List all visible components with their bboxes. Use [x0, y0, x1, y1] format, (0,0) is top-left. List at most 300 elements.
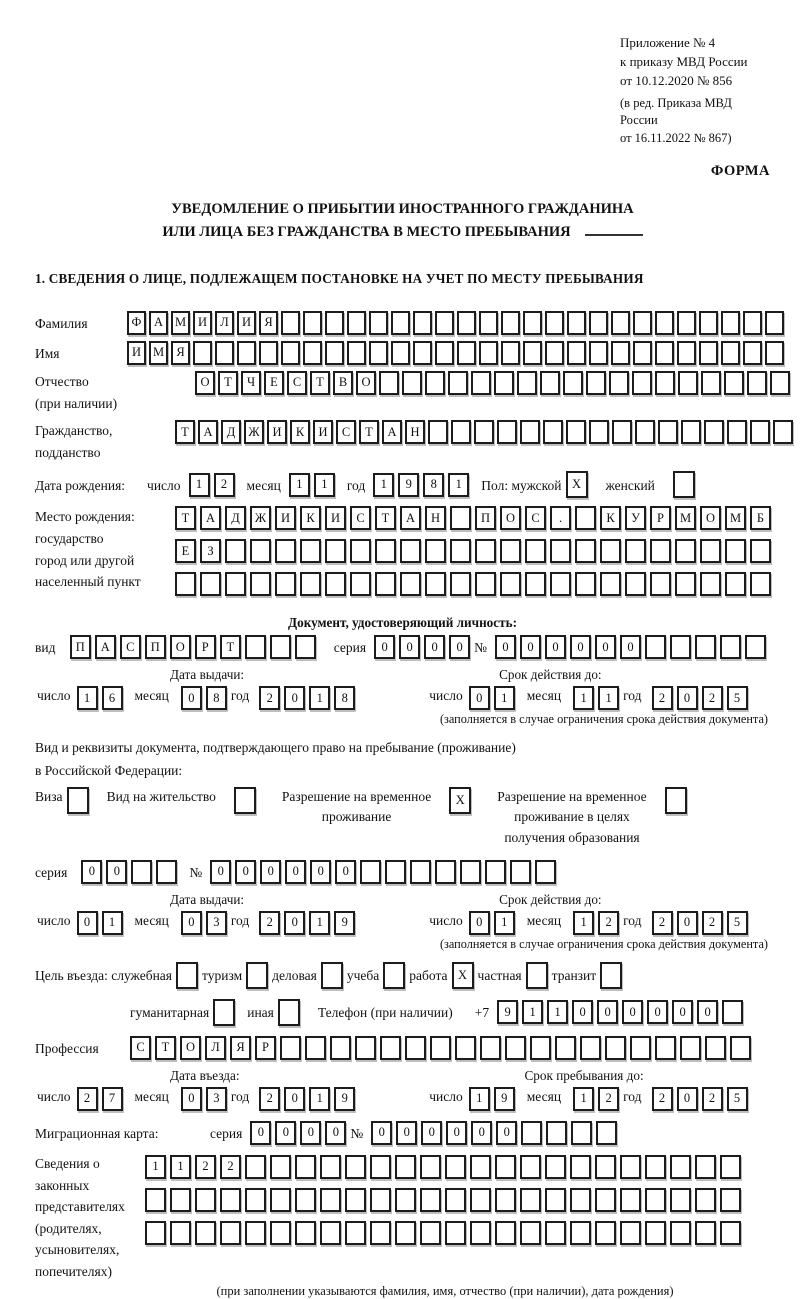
char-box[interactable]	[517, 371, 537, 395]
char-box[interactable]	[635, 420, 655, 444]
char-box[interactable]	[450, 506, 471, 530]
char-box[interactable]: 0	[284, 686, 305, 710]
char-box[interactable]	[720, 1221, 741, 1245]
char-box[interactable]: И	[193, 311, 212, 335]
char-box[interactable]	[567, 311, 586, 335]
char-box[interactable]: С	[120, 635, 141, 659]
char-box[interactable]	[699, 341, 718, 365]
char-box[interactable]: 1	[373, 473, 394, 497]
char-box[interactable]	[650, 539, 671, 563]
char-box[interactable]: Я	[171, 341, 190, 365]
char-box[interactable]: 0	[647, 1000, 668, 1024]
char-box[interactable]	[695, 1155, 716, 1179]
char-box[interactable]: Н	[425, 506, 446, 530]
char-box[interactable]: 2	[195, 1155, 216, 1179]
char-box[interactable]: 2	[652, 686, 673, 710]
char-box[interactable]	[520, 420, 540, 444]
char-box[interactable]	[566, 420, 586, 444]
char-box[interactable]: 0	[496, 1121, 517, 1145]
char-box[interactable]	[428, 420, 448, 444]
char-box[interactable]	[470, 1221, 491, 1245]
char-box[interactable]	[567, 341, 586, 365]
entry-month-input[interactable]	[181, 1087, 231, 1111]
char-box[interactable]	[425, 371, 445, 395]
char-box[interactable]	[704, 420, 724, 444]
char-box[interactable]: Д	[225, 506, 246, 530]
res-valid-month-input[interactable]	[573, 911, 623, 935]
surname-input[interactable]	[127, 311, 787, 335]
char-box[interactable]	[765, 341, 784, 365]
birthplace-input-line2[interactable]	[175, 539, 775, 563]
char-box[interactable]	[655, 341, 674, 365]
char-box[interactable]	[545, 1221, 566, 1245]
char-box[interactable]: 1	[314, 473, 335, 497]
char-box[interactable]: 0	[677, 1087, 698, 1111]
char-box[interactable]	[395, 1155, 416, 1179]
char-box[interactable]: Т	[359, 420, 379, 444]
sex-female-checkbox[interactable]	[673, 471, 695, 498]
char-box[interactable]: 0	[677, 911, 698, 935]
char-box[interactable]	[605, 1036, 626, 1060]
char-box[interactable]: 1	[145, 1155, 166, 1179]
purpose-business-checkbox[interactable]	[321, 962, 343, 989]
char-box[interactable]: О	[195, 371, 215, 395]
char-box[interactable]	[347, 341, 366, 365]
char-box[interactable]	[545, 341, 564, 365]
char-box[interactable]: 0	[672, 1000, 693, 1024]
char-box[interactable]	[370, 1221, 391, 1245]
char-box[interactable]	[425, 539, 446, 563]
res-valid-year-input[interactable]	[652, 911, 752, 935]
char-box[interactable]: Я	[230, 1036, 251, 1060]
char-box[interactable]: И	[127, 341, 146, 365]
visa-checkbox[interactable]	[67, 787, 89, 814]
char-box[interactable]	[645, 1188, 666, 1212]
char-box[interactable]	[705, 1036, 726, 1060]
char-box[interactable]: Т	[220, 635, 241, 659]
purpose-study-checkbox[interactable]	[383, 962, 405, 989]
char-box[interactable]	[225, 539, 246, 563]
char-box[interactable]	[347, 311, 366, 335]
char-box[interactable]	[450, 572, 471, 596]
char-box[interactable]	[320, 1221, 341, 1245]
char-box[interactable]	[497, 420, 517, 444]
char-box[interactable]: О	[500, 506, 521, 530]
birth-day-input[interactable]	[189, 473, 239, 497]
char-box[interactable]	[220, 1188, 241, 1212]
char-box[interactable]	[270, 1155, 291, 1179]
entry-year-input[interactable]	[259, 1087, 359, 1111]
char-box[interactable]	[620, 1188, 641, 1212]
char-box[interactable]: П	[145, 635, 166, 659]
char-box[interactable]	[430, 1036, 451, 1060]
char-box[interactable]	[259, 341, 278, 365]
char-box[interactable]: Е	[175, 539, 196, 563]
res-issue-year-input[interactable]	[259, 911, 359, 935]
char-box[interactable]	[330, 1036, 351, 1060]
char-box[interactable]: К	[300, 506, 321, 530]
char-box[interactable]	[611, 341, 630, 365]
char-box[interactable]	[650, 572, 671, 596]
char-box[interactable]	[681, 420, 701, 444]
mig-number-input[interactable]	[371, 1121, 621, 1145]
name-input[interactable]	[127, 341, 787, 365]
res-series-input[interactable]	[81, 860, 181, 884]
char-box[interactable]: 0	[181, 686, 202, 710]
char-box[interactable]	[375, 539, 396, 563]
char-box[interactable]: 2	[259, 1087, 280, 1111]
char-box[interactable]	[295, 1188, 316, 1212]
char-box[interactable]	[475, 539, 496, 563]
char-box[interactable]: 1	[522, 1000, 543, 1024]
char-box[interactable]	[501, 341, 520, 365]
char-box[interactable]	[743, 311, 762, 335]
char-box[interactable]: 0	[421, 1121, 442, 1145]
char-box[interactable]	[281, 311, 300, 335]
char-box[interactable]: А	[149, 311, 168, 335]
char-box[interactable]	[245, 635, 266, 659]
char-box[interactable]: 0	[570, 635, 591, 659]
char-box[interactable]	[280, 1036, 301, 1060]
char-box[interactable]: 0	[260, 860, 281, 884]
char-box[interactable]	[303, 341, 322, 365]
char-box[interactable]	[275, 572, 296, 596]
char-box[interactable]	[695, 1188, 716, 1212]
char-box[interactable]	[765, 311, 784, 335]
char-box[interactable]: 0	[210, 860, 231, 884]
char-box[interactable]	[675, 539, 696, 563]
char-box[interactable]	[451, 420, 471, 444]
char-box[interactable]	[727, 420, 747, 444]
char-box[interactable]: С	[130, 1036, 151, 1060]
char-box[interactable]: 1	[494, 911, 515, 935]
char-box[interactable]: П	[70, 635, 91, 659]
char-box[interactable]: Р	[195, 635, 216, 659]
char-box[interactable]: У	[625, 506, 646, 530]
char-box[interactable]	[445, 1221, 466, 1245]
char-box[interactable]: Д	[221, 420, 241, 444]
char-box[interactable]: 2	[702, 1087, 723, 1111]
res-issue-day-input[interactable]	[77, 911, 127, 935]
char-box[interactable]: 1	[189, 473, 210, 497]
char-box[interactable]: 1	[573, 686, 594, 710]
stay-month-input[interactable]	[573, 1087, 623, 1111]
char-box[interactable]: 0	[677, 686, 698, 710]
patronymic-input[interactable]	[195, 371, 793, 395]
char-box[interactable]: Б	[750, 506, 771, 530]
char-box[interactable]: 1	[573, 1087, 594, 1111]
char-box[interactable]: 1	[309, 686, 330, 710]
char-box[interactable]: 1	[289, 473, 310, 497]
char-box[interactable]	[175, 572, 196, 596]
char-box[interactable]: 2	[702, 686, 723, 710]
char-box[interactable]	[445, 1155, 466, 1179]
char-box[interactable]	[722, 1000, 743, 1024]
char-box[interactable]	[170, 1221, 191, 1245]
char-box[interactable]	[725, 572, 746, 596]
char-box[interactable]	[670, 635, 691, 659]
char-box[interactable]	[645, 1155, 666, 1179]
char-box[interactable]: Р	[650, 506, 671, 530]
char-box[interactable]: 0	[396, 1121, 417, 1145]
char-box[interactable]: 2	[77, 1087, 98, 1111]
char-box[interactable]	[658, 420, 678, 444]
char-box[interactable]: П	[475, 506, 496, 530]
profession-input[interactable]	[130, 1036, 755, 1060]
char-box[interactable]	[245, 1155, 266, 1179]
char-box[interactable]	[589, 420, 609, 444]
char-box[interactable]: .	[550, 506, 571, 530]
char-box[interactable]: 2	[214, 473, 235, 497]
char-box[interactable]	[425, 572, 446, 596]
char-box[interactable]	[145, 1188, 166, 1212]
char-box[interactable]	[620, 1155, 641, 1179]
char-box[interactable]	[632, 371, 652, 395]
temp-residence-edu-checkbox[interactable]	[665, 787, 687, 814]
char-box[interactable]	[655, 371, 675, 395]
purpose-humanitarian-checkbox[interactable]	[213, 999, 235, 1026]
char-box[interactable]	[501, 311, 520, 335]
char-box[interactable]: 0	[275, 1121, 296, 1145]
char-box[interactable]: 0	[620, 635, 641, 659]
char-box[interactable]	[500, 539, 521, 563]
char-box[interactable]	[479, 341, 498, 365]
char-box[interactable]	[395, 1221, 416, 1245]
char-box[interactable]	[215, 341, 234, 365]
char-box[interactable]: 7	[102, 1087, 123, 1111]
char-box[interactable]: 0	[495, 635, 516, 659]
char-box[interactable]	[721, 311, 740, 335]
char-box[interactable]: К	[290, 420, 310, 444]
char-box[interactable]	[391, 341, 410, 365]
char-box[interactable]	[545, 1188, 566, 1212]
doc-valid-day-input[interactable]	[469, 686, 519, 710]
char-box[interactable]: 0	[374, 635, 395, 659]
char-box[interactable]	[494, 371, 514, 395]
char-box[interactable]: О	[170, 635, 191, 659]
char-box[interactable]	[435, 311, 454, 335]
char-box[interactable]: О	[700, 506, 721, 530]
char-box[interactable]	[700, 572, 721, 596]
char-box[interactable]	[745, 635, 766, 659]
char-box[interactable]	[670, 1155, 691, 1179]
char-box[interactable]	[370, 1155, 391, 1179]
char-box[interactable]	[695, 635, 716, 659]
doc-issue-day-input[interactable]	[77, 686, 127, 710]
char-box[interactable]	[470, 1155, 491, 1179]
char-box[interactable]: И	[313, 420, 333, 444]
char-box[interactable]	[677, 311, 696, 335]
char-box[interactable]	[730, 1036, 751, 1060]
char-box[interactable]	[345, 1188, 366, 1212]
char-box[interactable]	[380, 1036, 401, 1060]
char-box[interactable]: 2	[652, 911, 673, 935]
char-box[interactable]	[750, 539, 771, 563]
char-box[interactable]: 9	[494, 1087, 515, 1111]
char-box[interactable]: 0	[449, 635, 470, 659]
char-box[interactable]: 1	[494, 686, 515, 710]
char-box[interactable]	[510, 860, 531, 884]
char-box[interactable]	[521, 1121, 542, 1145]
char-box[interactable]	[200, 572, 221, 596]
char-box[interactable]	[457, 311, 476, 335]
char-box[interactable]	[455, 1036, 476, 1060]
char-box[interactable]: 3	[206, 1087, 227, 1111]
char-box[interactable]	[360, 860, 381, 884]
char-box[interactable]: 1	[309, 1087, 330, 1111]
char-box[interactable]: 0	[572, 1000, 593, 1024]
char-box[interactable]: С	[350, 506, 371, 530]
char-box[interactable]	[645, 1221, 666, 1245]
char-box[interactable]	[402, 371, 422, 395]
char-box[interactable]: 9	[334, 911, 355, 935]
char-box[interactable]	[570, 1221, 591, 1245]
char-box[interactable]	[773, 420, 793, 444]
char-box[interactable]	[655, 311, 674, 335]
temp-residence-checkbox[interactable]: X	[449, 787, 471, 814]
char-box[interactable]	[270, 1188, 291, 1212]
char-box[interactable]	[677, 341, 696, 365]
char-box[interactable]: 0	[469, 911, 490, 935]
char-box[interactable]: А	[382, 420, 402, 444]
char-box[interactable]	[570, 1188, 591, 1212]
char-box[interactable]	[195, 1221, 216, 1245]
char-box[interactable]	[413, 341, 432, 365]
doc-series-input[interactable]	[374, 635, 474, 659]
char-box[interactable]: 0	[399, 635, 420, 659]
char-box[interactable]	[495, 1221, 516, 1245]
purpose-work-checkbox[interactable]: X	[452, 962, 474, 989]
char-box[interactable]	[420, 1221, 441, 1245]
char-box[interactable]	[420, 1155, 441, 1179]
char-box[interactable]	[448, 371, 468, 395]
char-box[interactable]: 1	[102, 911, 123, 935]
char-box[interactable]: Л	[215, 311, 234, 335]
char-box[interactable]	[156, 860, 177, 884]
char-box[interactable]: М	[675, 506, 696, 530]
birthplace-input-line1[interactable]	[175, 506, 775, 530]
char-box[interactable]: 1	[598, 686, 619, 710]
char-box[interactable]: 1	[77, 686, 98, 710]
char-box[interactable]: 9	[398, 473, 419, 497]
char-box[interactable]	[225, 572, 246, 596]
char-box[interactable]: А	[95, 635, 116, 659]
char-box[interactable]: Ч	[241, 371, 261, 395]
char-box[interactable]: 0	[106, 860, 127, 884]
char-box[interactable]	[770, 371, 790, 395]
char-box[interactable]	[699, 311, 718, 335]
char-box[interactable]: Е	[264, 371, 284, 395]
char-box[interactable]	[410, 860, 431, 884]
char-box[interactable]	[747, 371, 767, 395]
char-box[interactable]	[545, 311, 564, 335]
char-box[interactable]	[385, 860, 406, 884]
char-box[interactable]: 8	[334, 686, 355, 710]
char-box[interactable]	[571, 1121, 592, 1145]
char-box[interactable]	[395, 1188, 416, 1212]
birthplace-input-line3[interactable]	[175, 572, 775, 596]
char-box[interactable]: 0	[325, 1121, 346, 1145]
char-box[interactable]: Н	[405, 420, 425, 444]
char-box[interactable]	[193, 341, 212, 365]
char-box[interactable]: 8	[206, 686, 227, 710]
doc-type-input[interactable]	[70, 635, 320, 659]
doc-valid-year-input[interactable]	[652, 686, 752, 710]
char-box[interactable]: 0	[77, 911, 98, 935]
char-box[interactable]	[525, 572, 546, 596]
char-box[interactable]	[295, 1221, 316, 1245]
char-box[interactable]: 2	[259, 686, 280, 710]
char-box[interactable]	[457, 341, 476, 365]
purpose-official-checkbox[interactable]	[176, 962, 198, 989]
char-box[interactable]: 0	[181, 911, 202, 935]
doc-valid-month-input[interactable]	[573, 686, 623, 710]
char-box[interactable]	[589, 311, 608, 335]
char-box[interactable]: Т	[155, 1036, 176, 1060]
char-box[interactable]	[720, 1188, 741, 1212]
char-box[interactable]: 2	[702, 911, 723, 935]
char-box[interactable]	[325, 341, 344, 365]
doc-issue-month-input[interactable]	[181, 686, 231, 710]
char-box[interactable]: 0	[424, 635, 445, 659]
representatives-input-line2[interactable]	[145, 1188, 745, 1212]
char-box[interactable]: И	[237, 311, 256, 335]
char-box[interactable]	[400, 539, 421, 563]
char-box[interactable]	[625, 539, 646, 563]
char-box[interactable]	[320, 1155, 341, 1179]
char-box[interactable]: М	[171, 311, 190, 335]
char-box[interactable]	[595, 1188, 616, 1212]
char-box[interactable]	[630, 1036, 651, 1060]
char-box[interactable]: 0	[335, 860, 356, 884]
char-box[interactable]	[520, 1221, 541, 1245]
char-box[interactable]	[670, 1188, 691, 1212]
char-box[interactable]	[523, 311, 542, 335]
char-box[interactable]	[670, 1221, 691, 1245]
char-box[interactable]	[345, 1155, 366, 1179]
char-box[interactable]: 5	[727, 686, 748, 710]
char-box[interactable]: 1	[448, 473, 469, 497]
char-box[interactable]	[295, 1155, 316, 1179]
char-box[interactable]	[370, 1188, 391, 1212]
char-box[interactable]	[540, 371, 560, 395]
char-box[interactable]: Т	[218, 371, 238, 395]
char-box[interactable]	[600, 539, 621, 563]
char-box[interactable]: 0	[310, 860, 331, 884]
char-box[interactable]	[250, 572, 271, 596]
char-box[interactable]: 0	[446, 1121, 467, 1145]
char-box[interactable]: Я	[259, 311, 278, 335]
char-box[interactable]	[435, 860, 456, 884]
char-box[interactable]	[678, 371, 698, 395]
char-box[interactable]	[195, 1188, 216, 1212]
char-box[interactable]: 5	[727, 911, 748, 935]
char-box[interactable]	[575, 539, 596, 563]
char-box[interactable]	[369, 341, 388, 365]
char-box[interactable]: З	[200, 539, 221, 563]
char-box[interactable]: 3	[206, 911, 227, 935]
char-box[interactable]	[675, 572, 696, 596]
char-box[interactable]	[612, 420, 632, 444]
char-box[interactable]: Р	[255, 1036, 276, 1060]
char-box[interactable]	[543, 420, 563, 444]
res-issue-month-input[interactable]	[181, 911, 231, 935]
char-box[interactable]	[480, 1036, 501, 1060]
purpose-private-checkbox[interactable]	[526, 962, 548, 989]
char-box[interactable]: 9	[334, 1087, 355, 1111]
char-box[interactable]	[633, 311, 652, 335]
char-box[interactable]	[270, 635, 291, 659]
